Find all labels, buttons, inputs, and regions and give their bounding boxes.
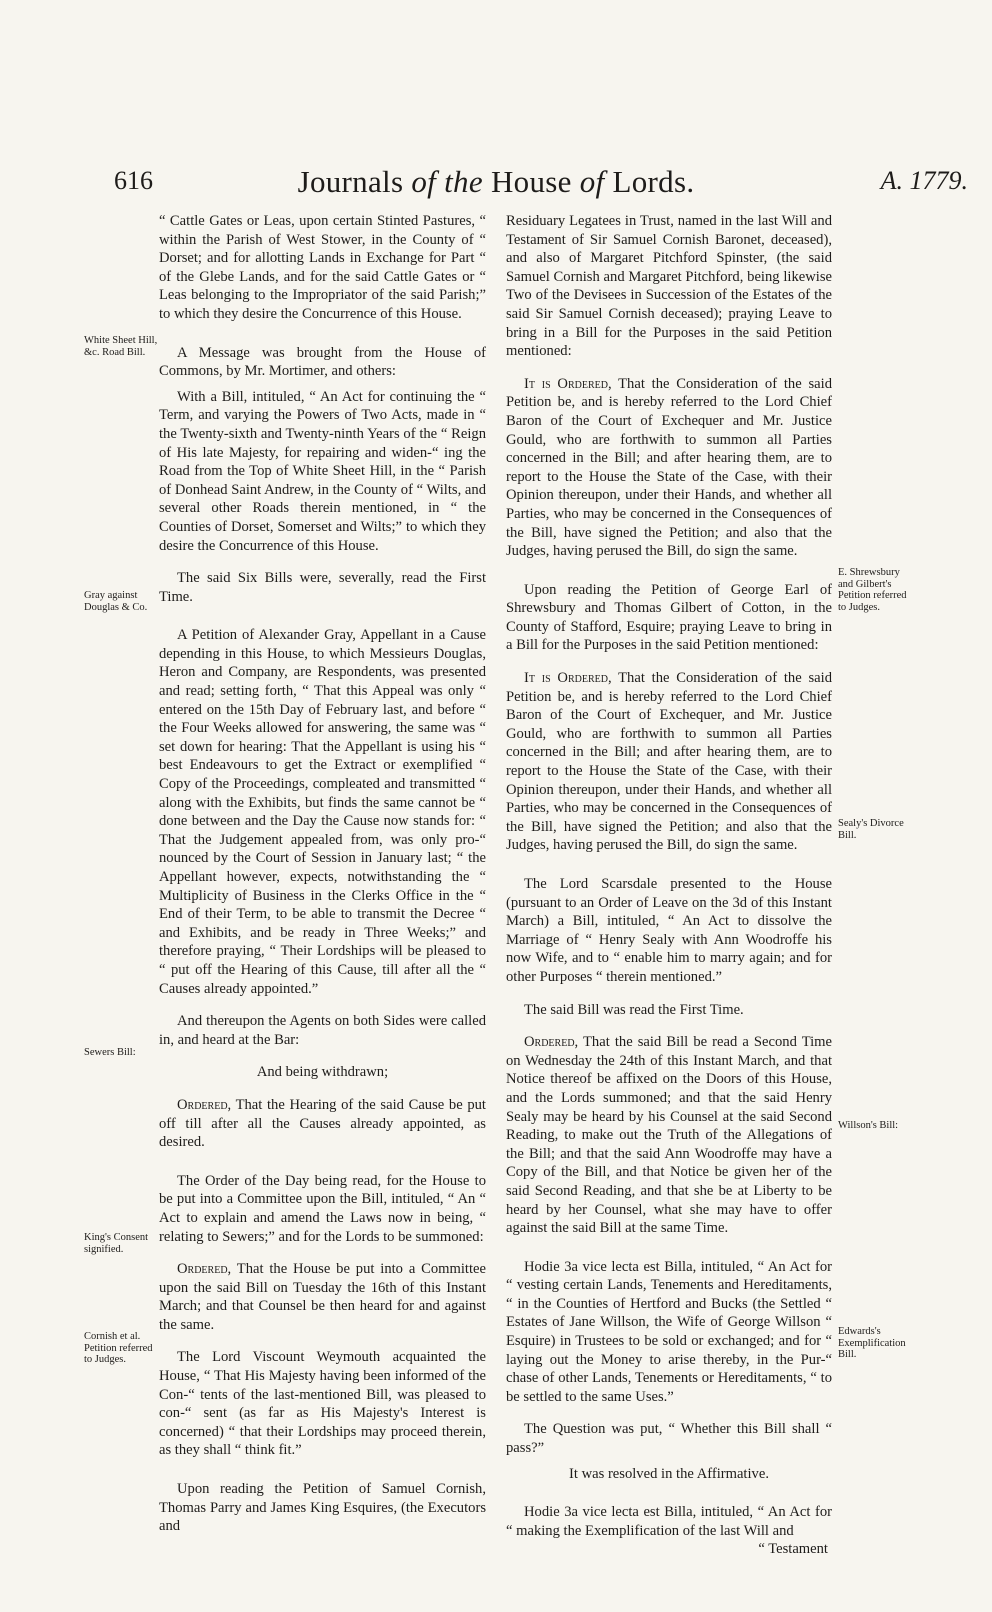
margin-note-sewers: Sewers Bill: [84,1047,136,1058]
paragraph: With a Bill, intituled, “ An Act for continuing the “ Term, and varying the Powers of Two Acts, made in “ the Twenty-sixth and Twenty-ninth Years of the “ Reign of His late Majesty, for repairing and widen-“ ing the Road from the Top of White Sheet Hill, in the “ Parish of Donhead Saint Andrew, in the County of “ Wilts, and several other Roads therein mentioned, in “ the Counties of Dorset, Somerset and Wilts;” to which they desire the Concurrence of this House. [159,388,486,554]
paragraph: A Message was brought from the House of Commons, by Mr. Mortimer, and others: [159,344,486,380]
left-column [159,212,486,1536]
margin-note-edwards: Edwards's Exemplification Bill. [838,1326,906,1360]
paragraph: Upon reading the Petition of Samuel Cornish, Thomas Parry and James King Esquires, (the Executors and [159,1481,486,1535]
margin-note-willson: Willson's Bill: [838,1120,899,1131]
paragraph: The said Bill was read the First Time. [524,1001,744,1018]
paragraph: The Question was put, “ Whether this Bill shall “ pass?” [506,1421,832,1457]
margin-note-kings-consent: King's Consent signified. [84,1232,149,1255]
paragraph: Hodie 3a vice lecta est Billa, intituled, “ An Act for “ making the Exemplification of the last Will and [506,1504,832,1539]
paragraph: The Lord Scarsdale presented to the House (pursuant to an Order of Leave on the 3d of this Instant March) a Bill, intituled, “ An Act to dissolve the Marriage of “ Henry Sealy with Ann Woodroffe his now Wife, and to “ enable him to marry again; and for other Purposes “ therein mentioned.” [506,876,832,985]
margin-note-cornish: Cornish et al. Petition referred to Judges. [84,1331,153,1365]
margin-note-sealy: Sealy's Divorce Bill. [838,818,904,841]
paragraph: Residuary Legatees in Trust, named in the last Will and Testament of Sir Samuel Cornish Baronet, deceased), and also of Margaret Pitchford Spinster, (the said Samuel Cornish and Margaret Pitchford, being likewise Two of the Devisees in Succession of the Estates of the said Sir Samuel Cornish deceased); praying Leave to bring in a Bill for the Purposes in the said Petition mentioned: [506,213,832,360]
journal-title: Journals of the House of Lords. [297,164,695,199]
paragraph: It is Ordered, That the Consideration of the said Petition be, and is hereby referred to the Lord Chief Baron of the Court of Exchequer and Mr. Justice Gould, who are forthwith to summon all Parties concerned in the Bill; and after hearing them, are to report to the House the State of the Case, with their Opinion thereupon, under their Hands, and whether all Parties, who may be concerned in the Consequences of the Bill, have signed the Petition; and also that the Judges, having perused the Bill, do sign the same. [506,375,832,560]
journal-year: A. 1779. [880,166,968,195]
page-number: 616 [114,166,153,195]
margin-note-gray: Gray against Douglas & Co. [84,590,148,613]
paragraph: Ordered, That the Hearing of the said Cause be put off till after all the Causes already appointed, as desired. [159,1096,486,1151]
paragraph: And being withdrawn; [256,1064,389,1081]
paragraph: Hodie 3a vice lecta est Billa, intituled, “ An Act for “ vesting certain Lands, Tenements and Hereditaments, “ in the Counties of Hertford and Bucks (the Settled “ Estates of Jane Willson, the Wife of George Willson “ Esquire) in Trustees to be sold or exchanged; and for “ laying out the Money to arise thereby, in the Pur-“ chase of other Lands, Tenements or Hereditaments, “ to be settled to the same Uses.” [506,1258,832,1405]
margin-note-shrewsbury: E. Shrewsbury and Gilbert's Petition referred to Judges. [838,567,907,613]
catchword: “ Testament [758,1541,828,1558]
paragraph: Upon reading the Petition of George Earl of Shrewsbury and Thomas Gilbert of Cotton, in the County of Stafford, Esquire; praying Leave to bring in a Bill for the Purposes in the said Petition mentioned: [506,581,832,654]
paragraph: It is Ordered, That the Consideration of the said Petition be, and is hereby referred to the Lord Chief Baron of the Court of Exchequer, and Mr. Justice Gould, who are forthwith to summon all Parties concerned in the Bill; and after hearing them, are to report to the House the State of the Case, with their Opinion thereupon, under their Hands, and whether all Parties, who may be concerned in the Consequences of the Bill, have signed the Petition; and also that the Judges, having perused the Bill, do sign the same. [506,670,832,854]
right-column [506,212,832,1559]
margin-note-white-sheet: White Sheet Hill, &c. Road Bill. [84,335,158,358]
paragraph: A Petition of Alexander Gray, Appellant in a Cause depending in this House, to which Messieurs Douglas, Heron and Company, are Respondents, was presented and read; setting forth, “ That this Appeal was only “ entered on the 15th Day of February last, and before “ the Four Weeks allowed for answering, the same was “ set down for hearing: That the Appellant is using his “ best Endeavours to get the Extract or exemplified “ Copy of the Proceedings, compleated and transmitted “ along with the Exhibits, but finds the same cannot be “ done between and the Day the Cause now stands for: “ That the Judgement appealed from, was only pro-“ nounced by the Court of Session in January last; “ the Appellant however, expects, notwithstanding the “ Multiplicity of Business in the Clerks Office in the “ End of their Term, to be able to transmit the Decree “ and Exhibits, and be ready in Three Weeks;” and therefore praying, “ Their Lordships will be pleased to “ put off the Hearing of this Cause, till after all the “ Causes already appointed.” [159,627,486,997]
paragraph: Ordered, That the said Bill be read a Second Time on Wednesday the 24th of this Instant March, and that Notice thereof be affixed on the Doors of this House, and the Lords summoned; and that the said Henry Sealy may be heard by his Counsel at the said Second Reading, to make out the Truth of the Allegations of the Bill; and that the said Ann Woodroffe may have a Copy of the Bill, and that Notice be given her of the said Second Reading, and that she be at Liberty to be heard by her Counsel, what she may have to offer against the said Bill at the same Time. [506,1034,832,1237]
page-header [0,160,992,206]
paragraph: And thereupon the Agents on both Sides were called in, and heard at the Bar: [159,1013,486,1048]
paragraph: The said Six Bills were, severally, read the First Time. [159,570,486,605]
paragraph: It was resolved in the Affirmative. [569,1465,769,1482]
paragraph: The Order of the Day being read, for the House to be put into a Committee upon the Bill, intituled, “ An “ Act to explain and amend the Laws now in being, “ relating to Sewers;” and for the Lords to be summoned: [159,1172,486,1245]
paragraph: The Lord Viscount Weymouth acquainted the House, “ That His Majesty having been informed of the Con-“ tents of the last-mentioned Bill, was pleased to con-“ sent (as far as His Majesty's Interest is concerned) “ that their Lordships may proceed therein, as they shall “ think fit.” [159,1349,486,1459]
paragraph: “ Cattle Gates or Leas, upon certain Stinted Pastures, “ within the Parish of West Stower, in the County of “ Dorset; and for allotting Lands in Exchange for Part “ of the Glebe Lands, and for the said Cattle Gates or “ Leas belonging to the Impropriator of the said Parish;” to which they desire the Concurrence of this House. [159,213,486,322]
paragraph: Ordered, That the House be put into a Committee upon the said Bill on Tuesday the 16th of this Instant March; and that Counsel be then heard for and against the same. [159,1261,486,1333]
